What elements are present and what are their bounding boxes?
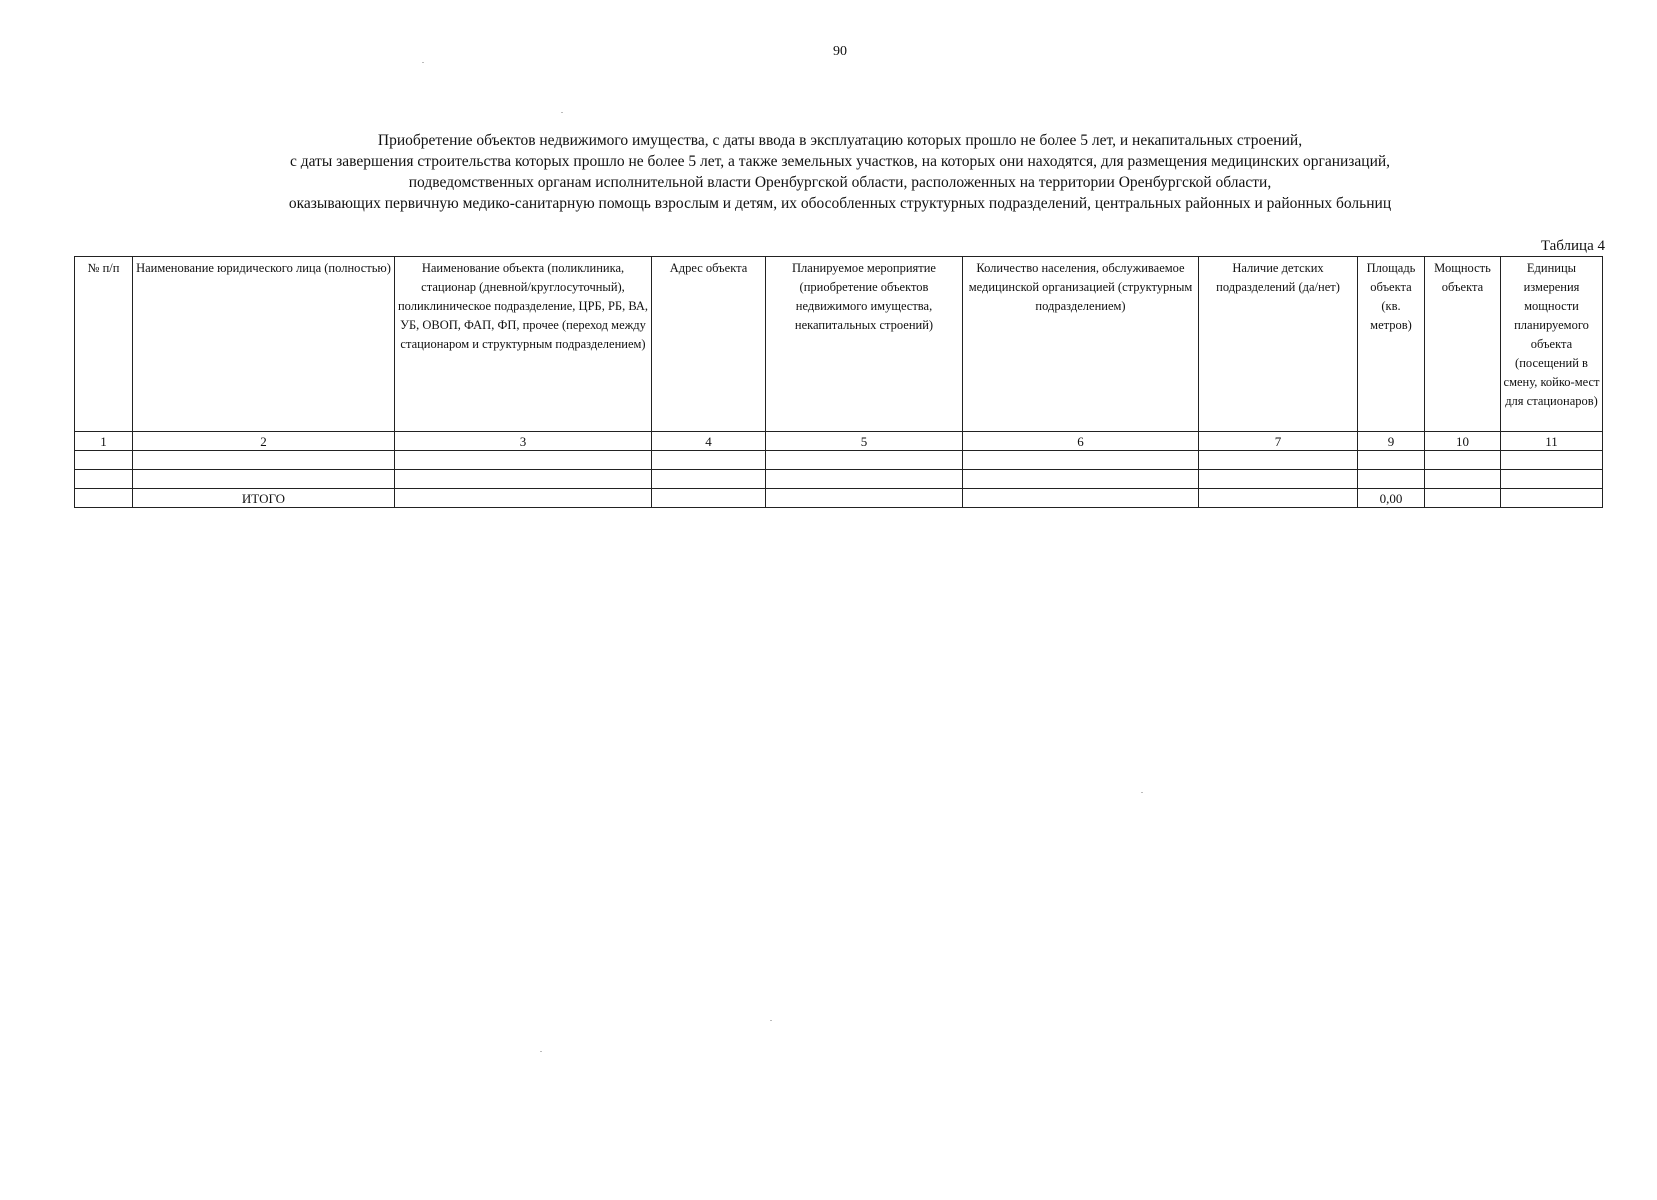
table-cell	[1358, 451, 1425, 470]
table-cell	[652, 489, 766, 508]
header-cell-child-units: Наличие детских подразделений (да/нет)	[1199, 257, 1358, 432]
table-label: Таблица 4	[1540, 238, 1605, 254]
table-cell	[1425, 470, 1501, 489]
header-cell-number: № п/п	[75, 257, 133, 432]
table-cell	[1501, 470, 1603, 489]
table-row	[75, 451, 1603, 470]
table-cell	[963, 489, 1199, 508]
column-number: 11	[1501, 432, 1603, 451]
header-cell-population: Количество населения, обслуживаемое медицинской организацией (структурным подразделением)	[963, 257, 1199, 432]
header-cell-planned-measure: Планируемое мероприятие (приобретение объектов недвижимого имущества, некапитальных строений)	[766, 257, 963, 432]
page-number: 90	[833, 44, 847, 59]
table-cell	[1199, 489, 1358, 508]
table-cell	[766, 489, 963, 508]
header-cell-object-name: Наименование объекта (поликлиника, стационар (дневной/круглосуточный), поликлиническое подразделение, ЦРБ, РБ, ВА, УБ, ОВОП, ФАП, ФП, прочее (переход между стационаром и структурным подразделением)	[395, 257, 652, 432]
heading-line: с даты завершения строительства которых прошло не более 5 лет, а также земельных участков, на которых они находятся, для размещения медицинских организаций,	[289, 153, 1391, 170]
table-cell	[766, 451, 963, 470]
table-cell	[395, 451, 652, 470]
table-cell	[1425, 489, 1501, 508]
table-cell	[133, 470, 395, 489]
document-heading	[150, 130, 1530, 214]
scan-speck	[770, 1020, 772, 1021]
total-area: 0,00	[1358, 489, 1425, 508]
table-cell	[75, 470, 133, 489]
column-number: 3	[395, 432, 652, 451]
header-cell-address: Адрес объекта	[652, 257, 766, 432]
column-number: 1	[75, 432, 133, 451]
table-cell	[75, 489, 133, 508]
header-cell-capacity-units: Единицы измерения мощности планируемого объекта (посещений в смену, койко-мест для стационаров)	[1501, 257, 1603, 432]
table-cell	[395, 489, 652, 508]
table-cell	[1501, 451, 1603, 470]
table-cell	[963, 451, 1199, 470]
column-number: 10	[1425, 432, 1501, 451]
table-cell	[1425, 451, 1501, 470]
table-cell	[75, 451, 133, 470]
table-row	[75, 470, 1603, 489]
scan-speck	[1141, 792, 1143, 793]
table-cell	[652, 470, 766, 489]
table-cell	[1199, 470, 1358, 489]
header-cell-area: Площадь объекта (кв. метров)	[1358, 257, 1425, 432]
scan-speck	[422, 62, 424, 63]
header-cell-legal-entity: Наименование юридического лица (полностью)	[133, 257, 395, 432]
column-number: 9	[1358, 432, 1425, 451]
column-number-row	[75, 432, 1603, 451]
heading-line: оказывающих первичную медико-санитарную помощь взрослым и детям, их обособленных структурных подразделений, центральных районных и районных больниц	[288, 195, 1392, 212]
scan-speck	[540, 1051, 542, 1052]
table-cell	[133, 451, 395, 470]
heading-line: подведомственных органам исполнительной власти Оренбургской области, расположенных на территории Оренбургской области,	[408, 174, 1272, 191]
scan-speck	[561, 112, 563, 113]
table-cell	[963, 470, 1199, 489]
table-cell	[395, 470, 652, 489]
table-cell	[1501, 489, 1603, 508]
table-cell	[652, 451, 766, 470]
total-label: ИТОГО	[133, 489, 395, 508]
table-cell	[1199, 451, 1358, 470]
total-row	[75, 489, 1603, 508]
table-cell	[1358, 470, 1425, 489]
heading-line: Приобретение объектов недвижимого имущества, с даты ввода в эксплуатацию которых прошло не более 5 лет, и некапитальных строений,	[377, 132, 1303, 149]
report-table	[74, 256, 1603, 508]
column-number: 4	[652, 432, 766, 451]
table-cell	[766, 470, 963, 489]
header-row	[75, 257, 1603, 432]
column-number: 5	[766, 432, 963, 451]
column-number: 2	[133, 432, 395, 451]
column-number: 6	[963, 432, 1199, 451]
column-number: 7	[1199, 432, 1358, 451]
header-cell-capacity: Мощность объекта	[1425, 257, 1501, 432]
